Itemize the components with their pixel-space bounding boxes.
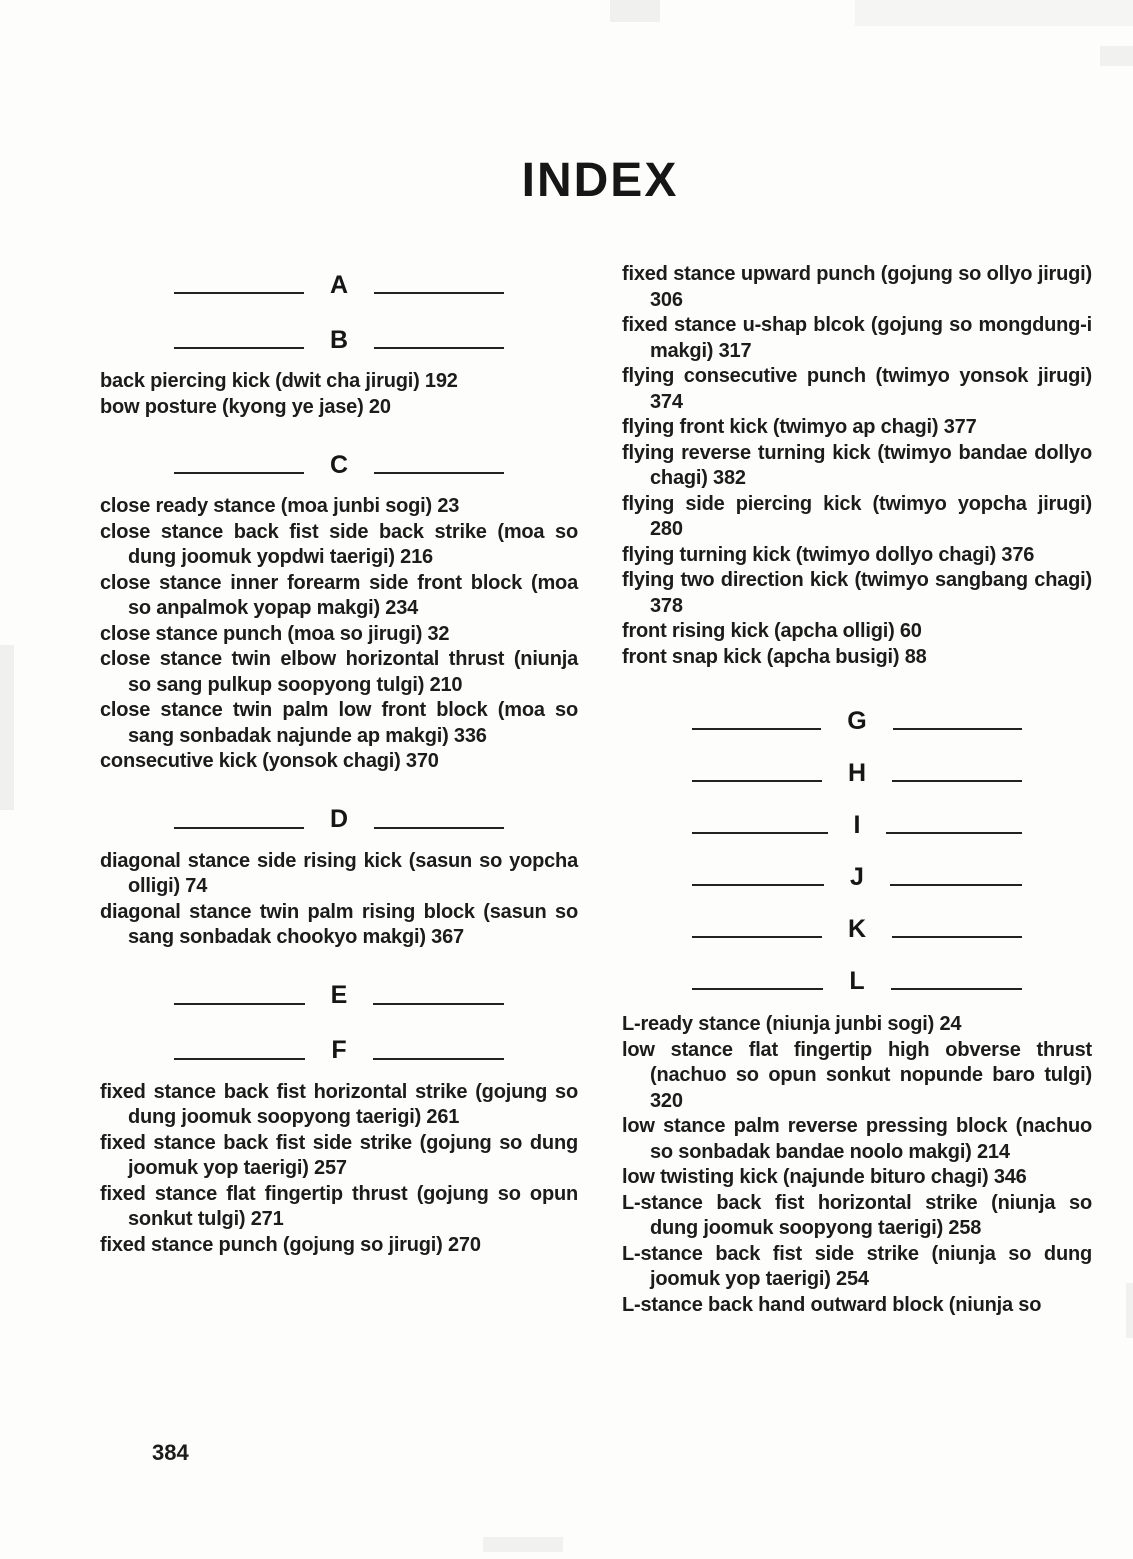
right-column-sections [622,706,1092,1318]
index-entry: flying reverse turning kick (twimyo bandae dollyo chagi) 382 [622,441,1092,489]
index-entry: L-stance back fist side strike (niunja so dung joomuk yop taerigi) 254 [622,1242,1092,1290]
index-section-B [100,325,578,420]
section-divider-rule [893,728,1022,730]
section-letter-H: H [847,758,867,787]
section-entries-F [100,1080,578,1259]
left-column [100,270,578,1258]
index-section-E [100,981,578,1011]
index-entry: fixed stance flat fingertip thrust (gojung so opun sonkut tulgi) 271 [100,1182,578,1230]
scan-artifact-bottom-center [483,1537,563,1552]
index-entry: front rising kick (apcha olligi) 60 [622,620,922,642]
section-entries-D [100,849,578,951]
section-divider-rule [692,936,822,938]
section-letter-A: A [329,270,349,299]
index-entry: low stance palm reverse pressing block (nachuo so sonbadak bandae noolo makgi) 214 [622,1115,1092,1163]
index-entry: bow posture (kyong ye jase) 20 [100,395,391,418]
section-letter-J: J [850,862,864,891]
section-letter-C: C [329,450,349,479]
section-header-F [174,1036,504,1066]
section-letter-G: G [847,706,867,735]
section-divider-rule [692,988,823,990]
section-header-E [174,981,504,1011]
section-header-L [692,966,1022,996]
index-entry: L-stance back hand outward block (niunja so [622,1293,1042,1316]
section-divider-rule [373,1003,504,1005]
index-entry: close stance twin elbow horizontal thrust (niunja so sang pulkup soopyong tulgi) 210 [100,648,578,696]
page-number: 384 [152,1440,189,1465]
section-header-D [174,805,504,835]
index-entry: close stance punch (moa so jirugi) 32 [100,622,450,645]
section-divider-rule [692,728,821,730]
section-entries-B [100,369,578,420]
index-entry: L-stance back fist horizontal strike (niunja so dung joomuk soopyong taerigi) 258 [622,1191,1092,1239]
section-letter-D: D [329,805,349,833]
section-divider-rule [692,884,824,886]
index-section-C [100,450,578,775]
section-divider-rule [892,936,1022,938]
index-entry: close stance twin palm low front block (moa so sang sonbadak najunde ap makgi) 336 [100,699,578,747]
section-divider-rule [174,1058,305,1060]
index-section-L [622,966,1092,1318]
index-entry: flying turning kick (twimyo dollyo chagi) 376 [622,543,1035,566]
section-divider-rule [692,780,822,782]
index-entry: front snap kick (apcha busigi) 88 [622,645,927,668]
section-header-C [174,450,504,480]
index-entry: close stance inner forearm side front block (moa so anpalmok yopap makgi) 234 [100,571,578,619]
scan-artifact-top-center [610,0,660,22]
section-entries-C [100,494,578,775]
scan-artifact-right-upper [1100,46,1133,66]
index-entry: L-ready stance (niunja junbi sogi) 24 [622,1013,962,1035]
section-divider-rule [174,292,304,294]
section-divider-rule [374,292,504,294]
index-section-H [622,758,1092,788]
index-entry: flying consecutive punch (twimyo yonsok jirugi) 374 [622,365,1092,413]
section-letter-E: E [330,981,348,1009]
section-header-G [692,706,1022,736]
scan-artifact-top-right [855,0,1133,26]
section-header-K [692,914,1022,944]
section-divider-rule [892,780,1022,782]
section-divider-rule [374,827,504,829]
index-section-K [622,914,1092,944]
section-divider-rule [374,347,504,349]
index-entry: low twisting kick (najunde bituro chagi) 346 [622,1166,1027,1188]
scan-artifact-right-lower [1126,1283,1133,1338]
section-header-B [174,325,504,355]
section-divider-rule [886,832,1022,834]
section-divider-rule [174,347,304,349]
section-header-H [692,758,1022,788]
scan-artifact-left-edge [0,645,14,810]
section-divider-rule [174,827,304,829]
index-section-I [622,810,1092,840]
index-entry: low stance flat fingertip high obverse thrust (nachuo so opun sonkut nopunde baro tulgi) 320 [622,1038,1092,1112]
index-entry: back piercing kick (dwit cha jirugi) 192 [100,370,458,392]
index-section-A [100,270,578,300]
index-entry: diagonal stance side rising kick (sasun so yopcha olligi) 74 [100,849,578,897]
index-entry: fixed stance back fist horizontal strike (gojung so dung joomuk soopyong taerigi) 261 [100,1080,578,1128]
right-column-lead-entries [622,262,1092,670]
index-entry: fixed stance u-shap blcok (gojung so mongdung-i makgi) 317 [622,314,1092,362]
index-entry: flying side piercing kick (twimyo yopcha jirugi) 280 [622,492,1092,540]
section-letter-K: K [847,914,867,943]
index-entry: flying front kick (twimyo ap chagi) 377 [622,416,977,438]
index-entry: fixed stance back fist side strike (gojung so dung joomuk yop taerigi) 257 [100,1131,578,1179]
section-header-J [692,862,1022,892]
section-divider-rule [174,1003,305,1005]
index-entry: fixed stance upward punch (gojung so ollyo jirugi) 306 [622,263,1092,311]
index-entry: fixed stance punch (gojung so jirugi) 270 [100,1233,481,1256]
right-column [622,262,1092,1318]
section-letter-F: F [331,1036,347,1064]
section-divider-rule [891,988,1022,990]
section-entries-L [622,1012,1092,1318]
section-divider-rule [174,472,304,474]
section-letter-B: B [329,325,349,354]
section-letter-L: L [849,966,865,995]
section-letter-I: I [853,810,861,839]
section-divider-rule [890,884,1022,886]
section-header-I [692,810,1022,840]
index-entry: close ready stance (moa junbi sogi) 23 [100,495,460,517]
section-divider-rule [374,472,504,474]
index-section-D [100,805,578,951]
index-entry: flying two direction kick (twimyo sangbang chagi) 378 [622,569,1092,617]
section-header-A [174,270,504,300]
index-section-J [622,862,1092,892]
page-title: INDEX [521,154,679,207]
index-entry: diagonal stance twin palm rising block (sasun so sang sonbadak chookyo makgi) 367 [100,900,578,948]
section-divider-rule [692,832,828,834]
index-entry: consecutive kick (yonsok chagi) 370 [100,750,439,772]
index-entry: close stance back fist side back strike (moa so dung joomuk yopdwi taerigi) 216 [100,520,578,568]
index-section-F [100,1036,578,1259]
section-divider-rule [373,1058,504,1060]
index-section-G [622,706,1092,736]
